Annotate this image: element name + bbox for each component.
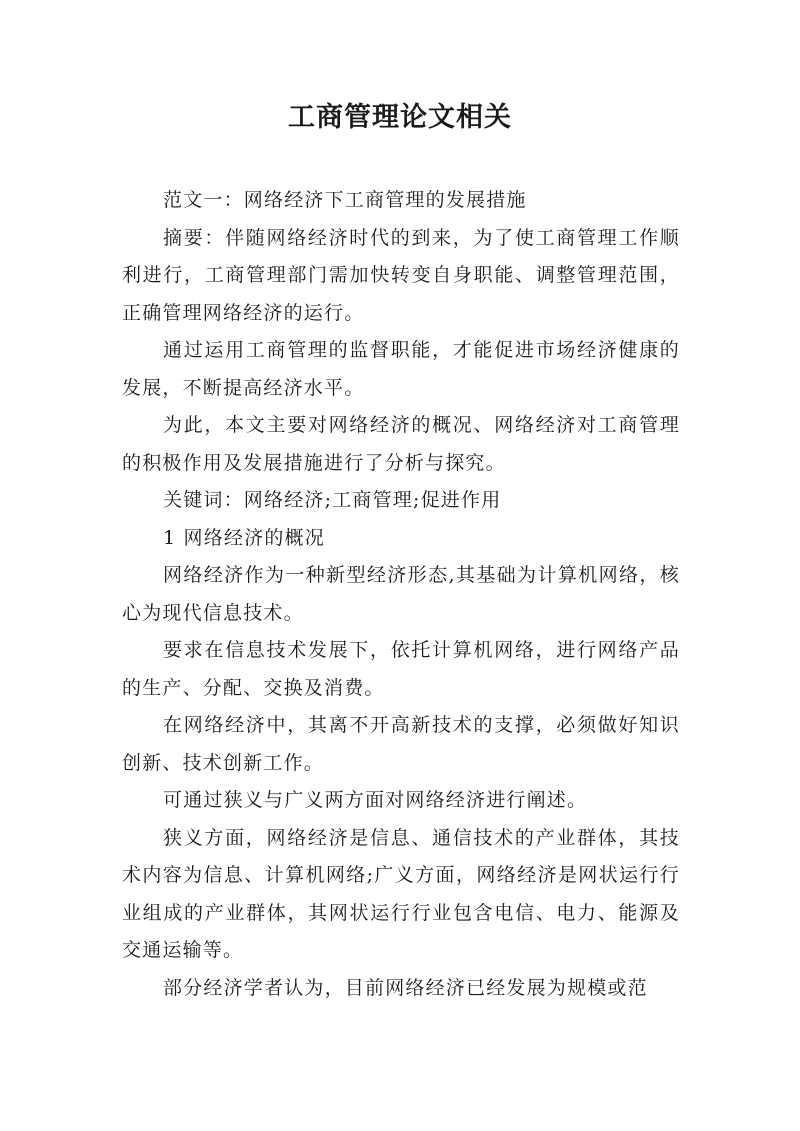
paragraph: 网络经济作为一种新型经济形态,其基础为计算机网络，核心为现代信息技术。 [122,564,680,624]
paragraph: 要求在信息技术发展下，依托计算机网络，进行网络产品的生产、分配、交换及消费。 [122,639,680,699]
document-body [122,182,680,1007]
paragraph: 通过运用工商管理的监督职能，才能促进市场经济健康的发展，不断提高经济水平。 [122,339,680,399]
paragraph: 狭义方面，网络经济是信息、通信技术的产业群体，其技术内容为信息、计算机网络;广义方面，网络经济是网状运行行业组成的产业群体，其网状运行行业包含电信、电力、能源及交通运输等。 [122,826,680,961]
paragraph-heading-sample: 范文一：网络经济下工商管理的发展措施 [163,189,527,211]
paragraph: 为此，本文主要对网络经济的概况、网络经济对工商管理的积极作用及发展措施进行了分析与探究。 [122,414,680,474]
section-heading: 1 网络经济的概况 [163,526,325,549]
paragraph-keywords: 关键词：网络经济;工商管理;促进作用 [163,489,502,511]
document-title: 工商管理论文相关 [288,102,512,133]
paragraph-abstract: 摘要：伴随网络经济时代的到来，为了使工商管理工作顺利进行，工商管理部门需加快转变自身职能、调整管理范围，正确管理网络经济的运行。 [122,226,680,324]
paragraph: 可通过狭义与广义两方面对网络经济进行阐述。 [163,789,588,811]
paragraph: 在网络经济中，其离不开高新技术的支撑，必须做好知识创新、技术创新工作。 [122,714,680,774]
paragraph: 部分经济学者认为，目前网络经济已经发展为规模或范 [163,976,648,999]
